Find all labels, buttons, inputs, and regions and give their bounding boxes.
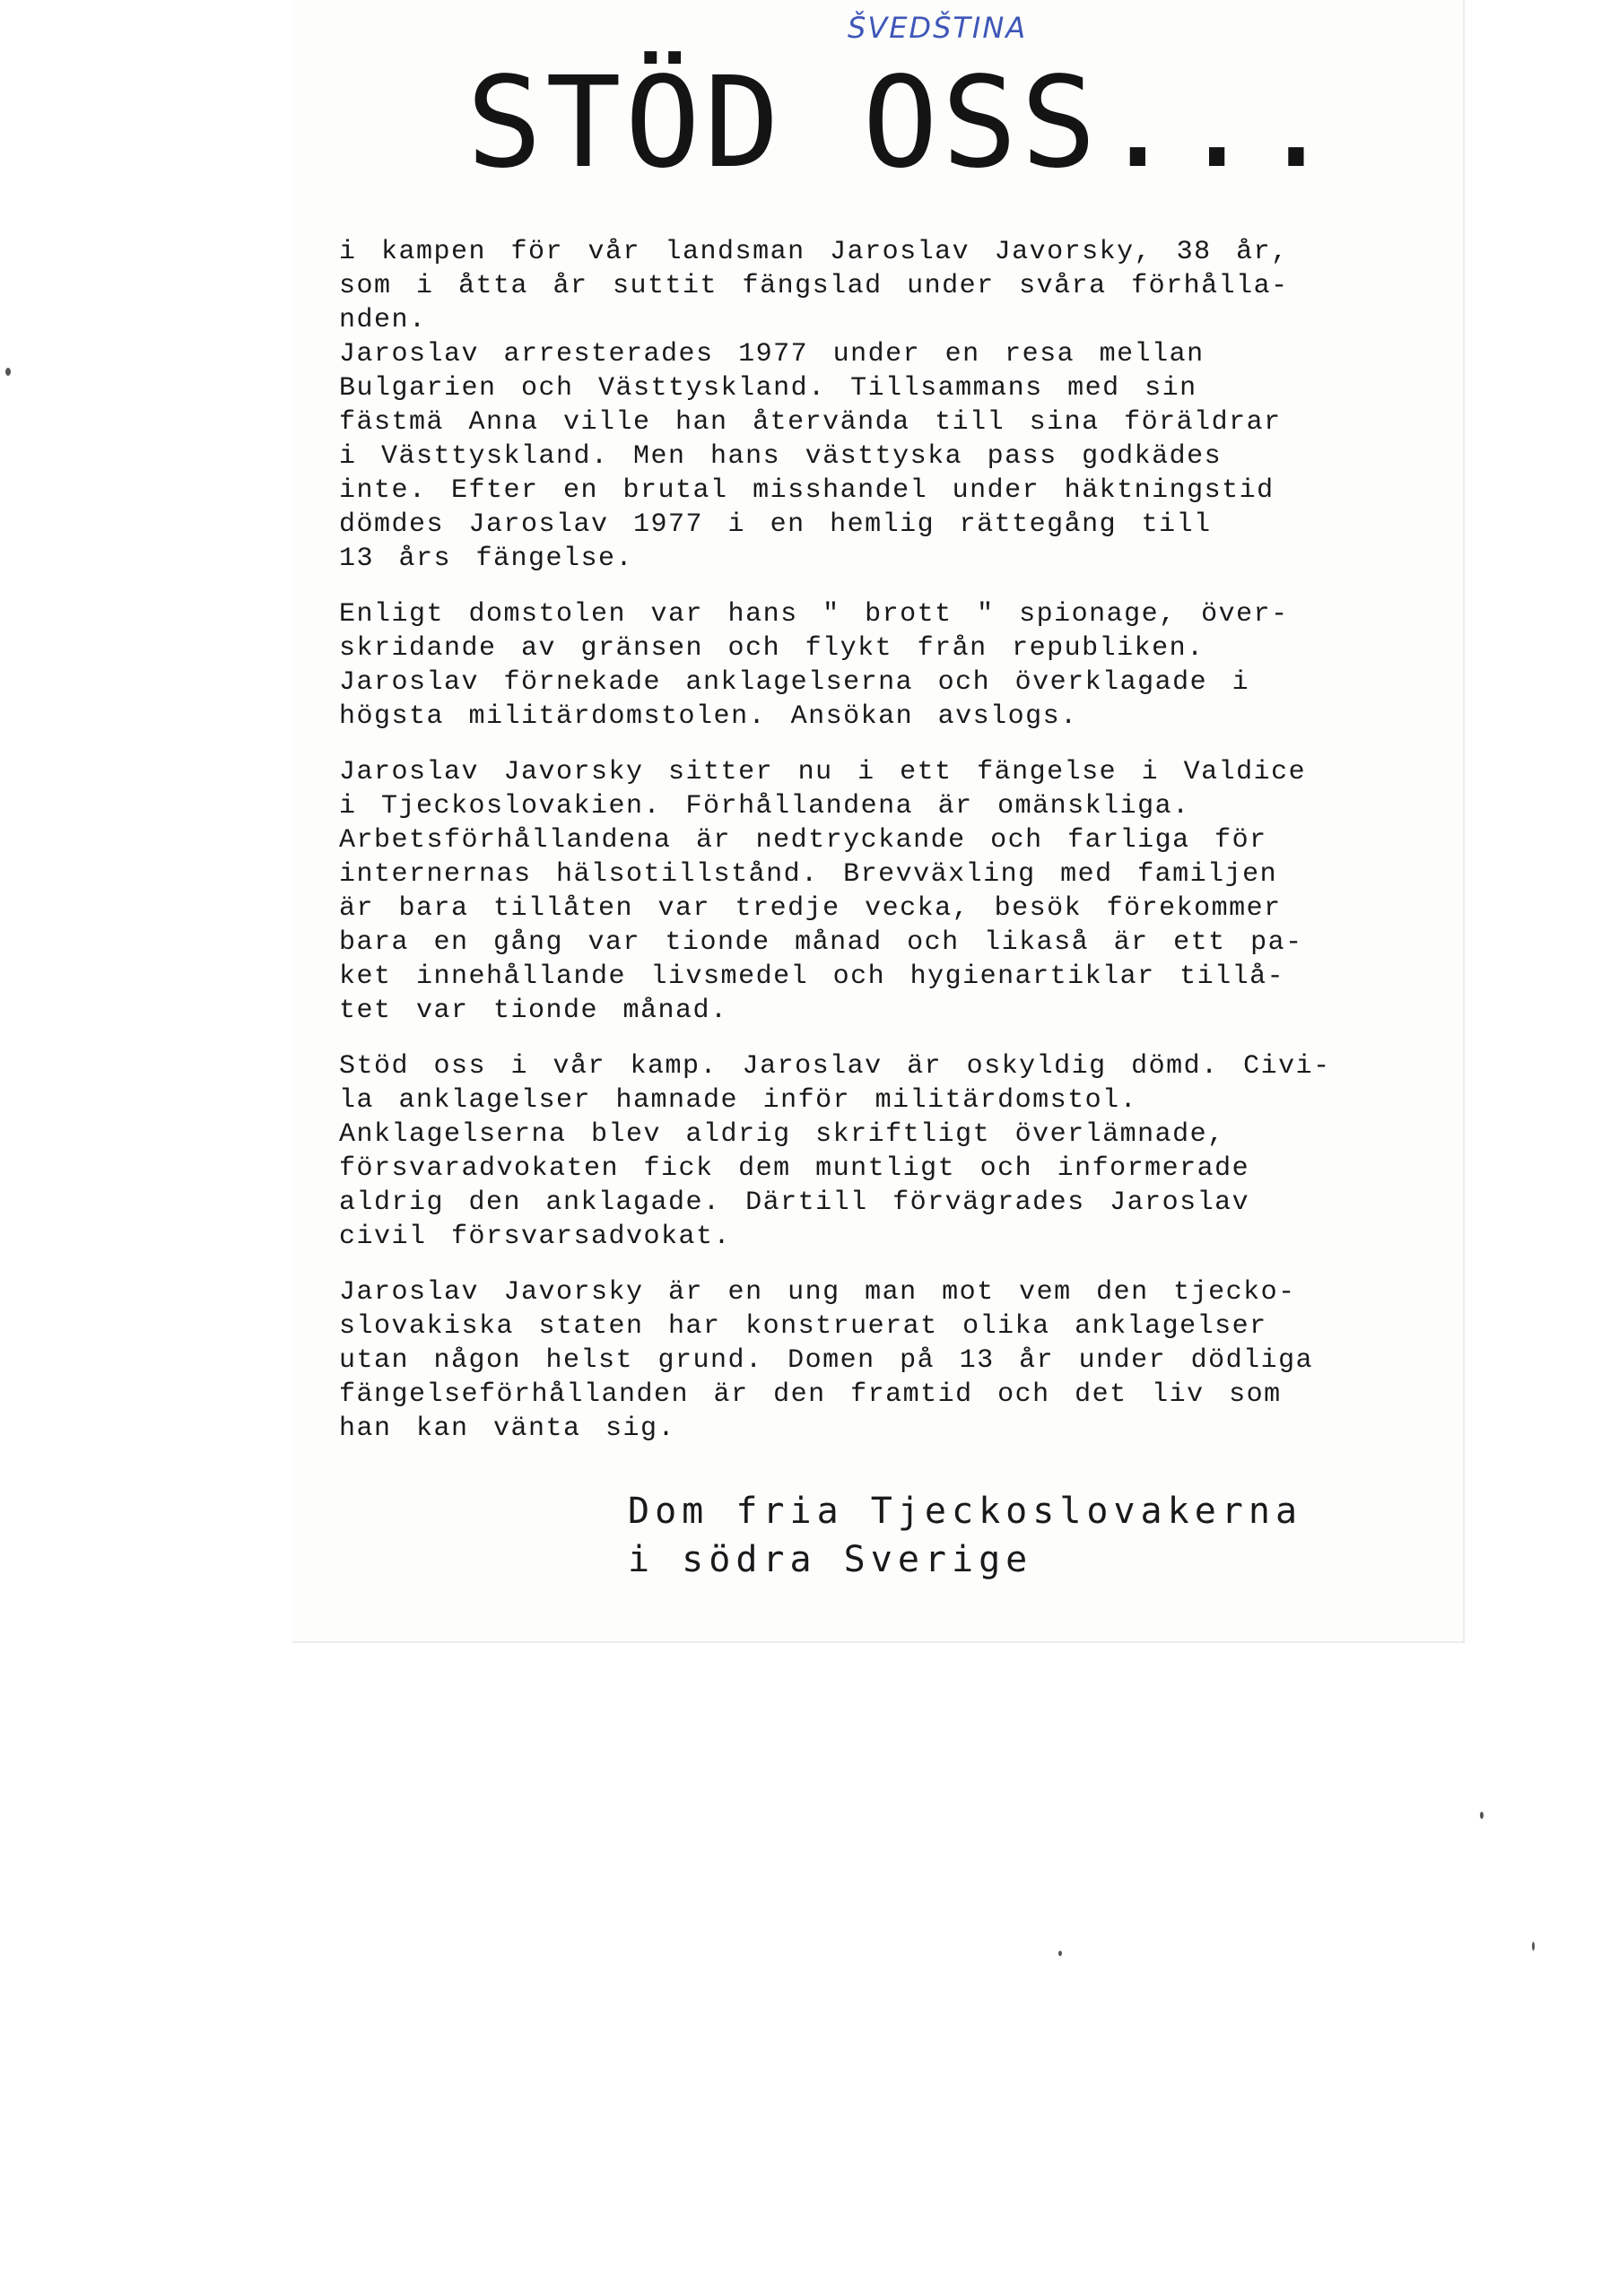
document-title: STÖD OSS...: [466, 50, 1338, 196]
text-line: bara en gång var tionde månad och likaså är ett pa-: [339, 927, 1303, 958]
text-line: han kan vänta sig.: [339, 1413, 676, 1444]
scan-speck: [1058, 1951, 1062, 1956]
text-line: skridande av gränsen och flykt från republiken.: [339, 633, 1205, 664]
text-line: aldrig den anklagade. Därtill förvägrades Jaroslav: [339, 1187, 1250, 1218]
text-line: Jaroslav arresterades 1977 under en resa mellan: [339, 339, 1205, 370]
text-line: Jaroslav Javorsky är en ung man mot vem den tjecko-: [339, 1277, 1296, 1308]
paragraph-1: [339, 235, 1442, 576]
text-line: utan någon helst grund. Domen på 13 år under dödliga: [339, 1345, 1314, 1376]
paragraph-3: [339, 755, 1442, 1028]
scan-speck: [1480, 1812, 1484, 1819]
text-line: är bara tillåten var tredje vecka, besök förekommer: [339, 893, 1282, 924]
text-line: försvaradvokaten fick dem muntligt och informerade: [339, 1153, 1250, 1184]
text-line: Arbetsförhållandena är nedtryckande och farliga för: [339, 825, 1267, 856]
text-line: Bulgarien och Västtyskland. Tillsammans med sin: [339, 373, 1197, 404]
text-line: inte. Efter en brutal misshandel under häktningstid: [339, 475, 1275, 506]
text-line: nden.: [339, 305, 427, 335]
text-line: Enligt domstolen var hans " brott " spionage, över-: [339, 599, 1289, 630]
text-line: la anklagelser hamnade inför militärdomstol.: [339, 1085, 1138, 1116]
text-line: Stöd oss i vår kamp. Jaroslav är oskyldig dömd. Civi-: [339, 1051, 1331, 1082]
signature-line-2: i södra Sverige: [628, 1539, 1033, 1580]
text-line: ket innehållande livsmedel och hygienartiklar tillå-: [339, 961, 1285, 992]
text-line: i Tjeckoslovakien. Förhållandena är omänskliga.: [339, 791, 1190, 822]
scan-speck: [5, 368, 11, 376]
text-line: slovakiska staten har konstruerat olika anklagelser: [339, 1311, 1267, 1342]
signature-line-1: Dom fria Tjeckoslovakerna: [628, 1491, 1303, 1532]
signature-block: [628, 1487, 1302, 1584]
text-line: 13 års fängelse.: [339, 544, 634, 574]
text-line: i kampen för vår landsman Jaroslav Javorsky, 38 år,: [339, 237, 1289, 267]
paragraph-2: [339, 597, 1442, 734]
scan-speck: [1532, 1942, 1535, 1951]
text-line: Anklagelserna blev aldrig skriftligt överlämnade,: [339, 1119, 1225, 1150]
document-body: [339, 235, 1442, 1467]
text-line: Jaroslav förnekade anklagelserna och överklagade i: [339, 667, 1250, 698]
text-line: fästmä Anna ville han återvända till sina föräldrar: [339, 407, 1282, 438]
text-line: i Västtyskland. Men hans västtyska pass godkädes: [339, 441, 1223, 472]
text-line: civil försvarsadvokat.: [339, 1222, 732, 1252]
text-line: fängelseförhållanden är den framtid och det liv som: [339, 1379, 1282, 1410]
paragraph-5: [339, 1275, 1442, 1446]
paragraph-4: [339, 1049, 1442, 1254]
text-line: som i åtta år suttit fängslad under svåra förhålla-: [339, 271, 1289, 301]
handwritten-note: ŠVEDŠTINA: [848, 11, 1028, 45]
text-line: tet var tionde månad.: [339, 996, 728, 1026]
text-line: högsta militärdomstolen. Ansökan avslogs.: [339, 701, 1078, 732]
text-line: dömdes Jaroslav 1977 i en hemlig rättegång till: [339, 509, 1212, 540]
text-line: Jaroslav Javorsky sitter nu i ett fängelse i Valdice: [339, 757, 1307, 787]
text-line: internernas hälsotillstånd. Brevväxling med familjen: [339, 859, 1278, 890]
